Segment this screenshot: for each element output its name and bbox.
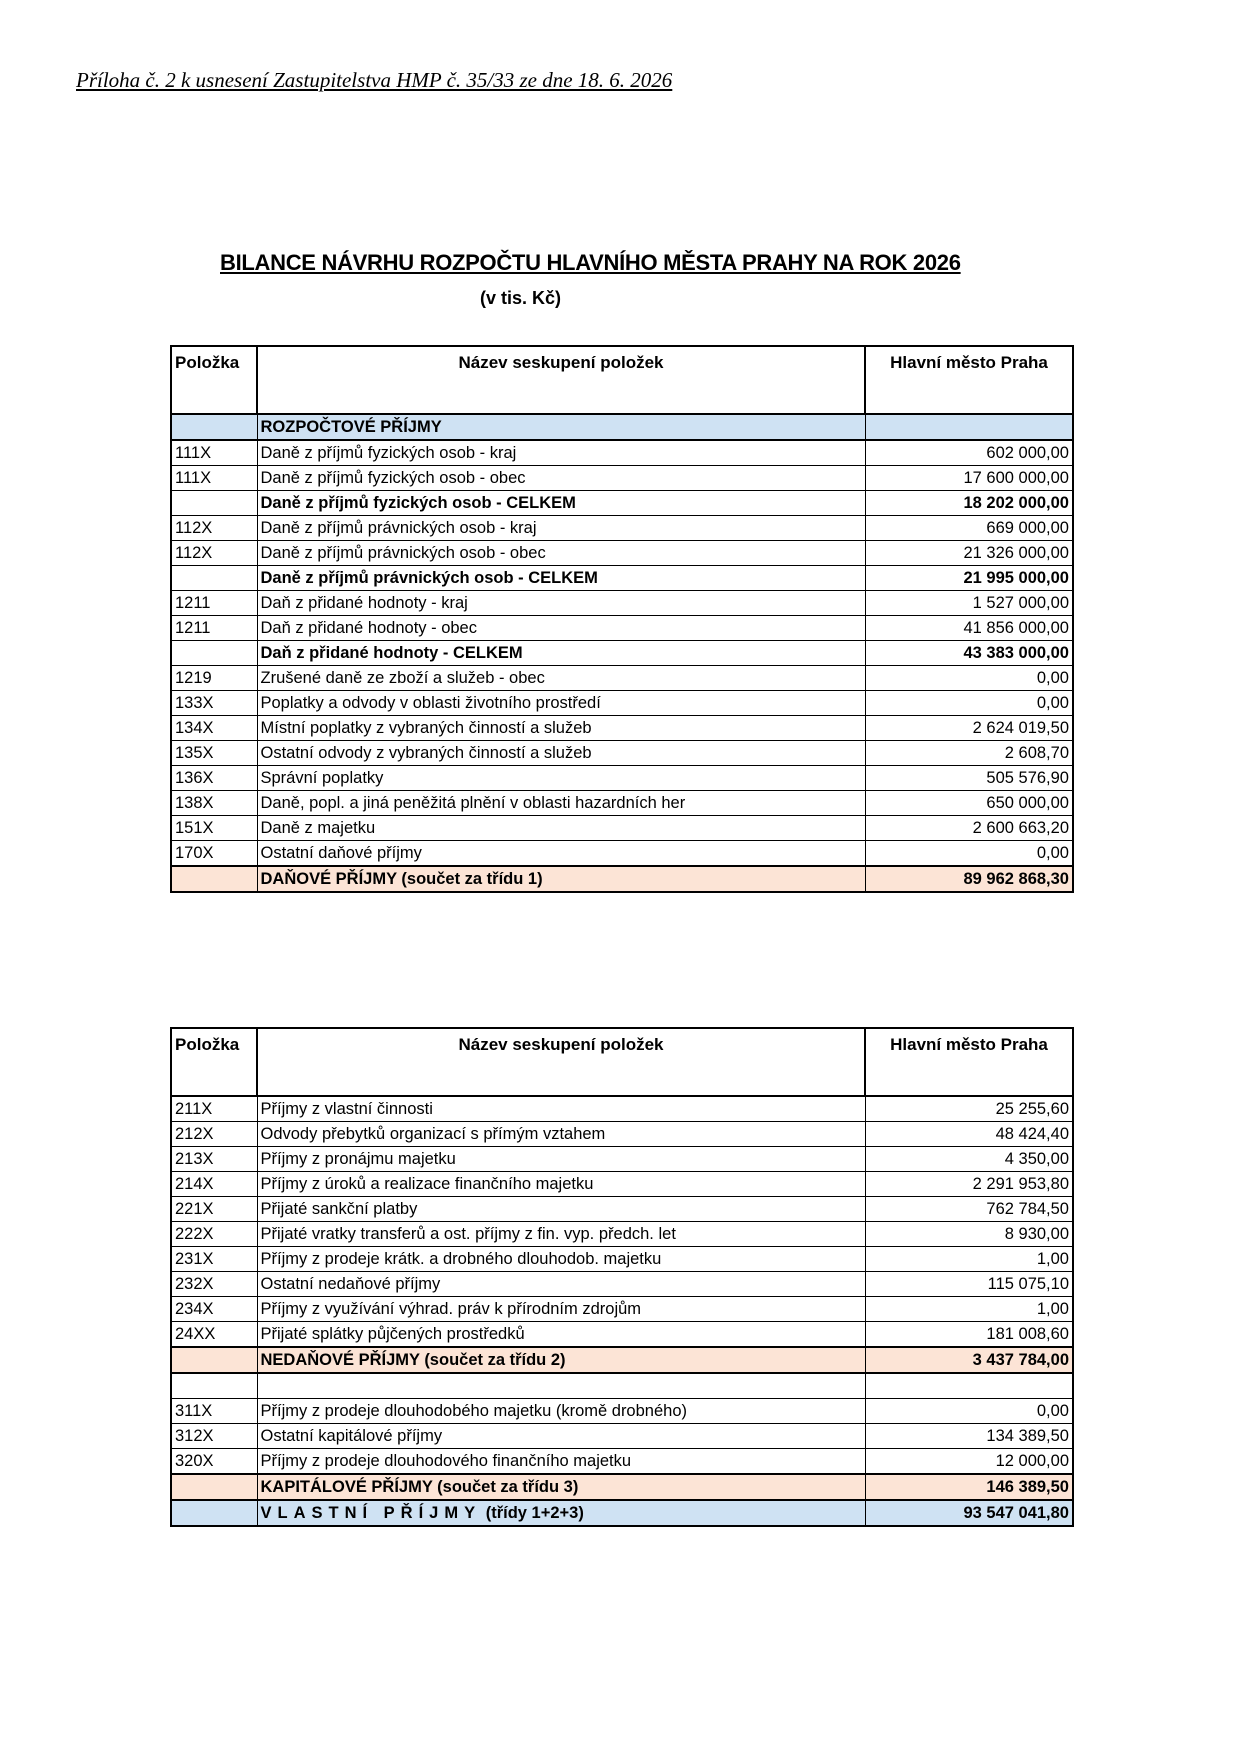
spacer-cell xyxy=(257,1373,865,1399)
row-code: 222X xyxy=(171,1222,257,1247)
total-code-cell xyxy=(171,1474,257,1500)
row-code: 134X xyxy=(171,716,257,741)
row-value: 134 389,50 xyxy=(865,1424,1073,1449)
row-value: 0,00 xyxy=(865,841,1073,867)
table-row xyxy=(171,566,1073,591)
section-row xyxy=(171,414,1073,440)
total-value: 89 962 868,30 xyxy=(865,866,1073,892)
capital-revenue-total-row xyxy=(171,1474,1073,1500)
row-value: 2 600 663,20 xyxy=(865,816,1073,841)
table-row xyxy=(171,616,1073,641)
table-row xyxy=(171,491,1073,516)
row-code: 311X xyxy=(171,1399,257,1424)
row-value: 505 576,90 xyxy=(865,766,1073,791)
row-code: 133X xyxy=(171,691,257,716)
spacer-row xyxy=(171,1373,1073,1399)
row-name: Přijaté vratky transferů a ost. příjmy z fin. vyp. předch. let xyxy=(257,1222,865,1247)
row-name: Daně z příjmů fyzických osob - kraj xyxy=(257,440,865,466)
row-code: 212X xyxy=(171,1122,257,1147)
row-value: 2 608,70 xyxy=(865,741,1073,766)
section-label: ROZPOČTOVÉ PŘÍJMY xyxy=(257,414,865,440)
table-row xyxy=(171,816,1073,841)
row-value: 2 624 019,50 xyxy=(865,716,1073,741)
row-value: 0,00 xyxy=(865,691,1073,716)
row-value: 602 000,00 xyxy=(865,440,1073,466)
row-name: Poplatky a odvody v oblasti životního prostředí xyxy=(257,691,865,716)
column-header-name: Název seskupení položek xyxy=(257,1028,865,1096)
row-code: 320X xyxy=(171,1449,257,1475)
row-name: Ostatní daňové příjmy xyxy=(257,841,865,867)
row-name: Příjmy z prodeje krátk. a drobného dlouhodob. majetku xyxy=(257,1247,865,1272)
row-code: 170X xyxy=(171,841,257,867)
row-name: Daně z majetku xyxy=(257,816,865,841)
total-code-cell xyxy=(171,1500,257,1526)
spacer-cell xyxy=(865,1373,1073,1399)
column-header-code: Položka xyxy=(171,346,257,414)
row-value: 12 000,00 xyxy=(865,1449,1073,1475)
table-row xyxy=(171,766,1073,791)
table-row xyxy=(171,1172,1073,1197)
row-code: 221X xyxy=(171,1197,257,1222)
total-code-cell xyxy=(171,1347,257,1373)
page-title: BILANCE NÁVRHU ROZPOČTU HLAVNÍHO MĚSTA PRAHY NA ROK 2026 xyxy=(220,250,961,275)
table-row xyxy=(171,841,1073,867)
row-name: Přijaté sankční platby xyxy=(257,1197,865,1222)
row-code: 1219 xyxy=(171,666,257,691)
row-value: 18 202 000,00 xyxy=(865,491,1073,516)
row-code: 232X xyxy=(171,1272,257,1297)
row-value: 2 291 953,80 xyxy=(865,1172,1073,1197)
row-value: 669 000,00 xyxy=(865,516,1073,541)
row-code: 214X xyxy=(171,1172,257,1197)
row-name: Příjmy z úroků a realizace finančního majetku xyxy=(257,1172,865,1197)
column-header-name: Název seskupení položek xyxy=(257,346,865,414)
table-row xyxy=(171,1297,1073,1322)
row-value: 25 255,60 xyxy=(865,1096,1073,1122)
row-code: 234X xyxy=(171,1297,257,1322)
row-value: 0,00 xyxy=(865,666,1073,691)
row-value: 1,00 xyxy=(865,1297,1073,1322)
row-name: Daň z přidané hodnoty - obec xyxy=(257,616,865,641)
table-row xyxy=(171,641,1073,666)
page-subtitle: (v tis. Kč) xyxy=(480,288,562,308)
total-value: 3 437 784,00 xyxy=(865,1347,1073,1373)
row-code: 111X xyxy=(171,466,257,491)
row-value: 1 527 000,00 xyxy=(865,591,1073,616)
header-note: Příloha č. 2 k usnesení Zastupitelstva HMP č. 35/33 ze dne 18. 6. 2026 xyxy=(76,68,673,92)
row-code: 112X xyxy=(171,516,257,541)
row-value: 43 383 000,00 xyxy=(865,641,1073,666)
row-value: 0,00 xyxy=(865,1399,1073,1424)
row-value: 762 784,50 xyxy=(865,1197,1073,1222)
tax-revenue-total-row xyxy=(171,866,1073,892)
row-code: 136X xyxy=(171,766,257,791)
row-name: Daň z přidané hodnoty - kraj xyxy=(257,591,865,616)
row-value: 181 008,60 xyxy=(865,1322,1073,1348)
section-code-cell xyxy=(171,414,257,440)
table-row xyxy=(171,1424,1073,1449)
row-value: 650 000,00 xyxy=(865,791,1073,816)
row-code: 1211 xyxy=(171,591,257,616)
row-value: 41 856 000,00 xyxy=(865,616,1073,641)
row-name: Místní poplatky z vybraných činností a služeb xyxy=(257,716,865,741)
row-name: Daně z příjmů právnických osob - kraj xyxy=(257,516,865,541)
table-row xyxy=(171,1272,1073,1297)
table-row xyxy=(171,666,1073,691)
total-label: KAPITÁLOVÉ PŘÍJMY (součet za třídu 3) xyxy=(257,1474,865,1500)
row-value: 1,00 xyxy=(865,1247,1073,1272)
total-value: 93 547 041,80 xyxy=(865,1500,1073,1526)
row-code: 1211 xyxy=(171,616,257,641)
row-value: 4 350,00 xyxy=(865,1147,1073,1172)
row-name: Daně, popl. a jiná peněžitá plnění v oblasti hazardních her xyxy=(257,791,865,816)
row-code: 231X xyxy=(171,1247,257,1272)
table-header-row xyxy=(171,1028,1073,1096)
table-row xyxy=(171,440,1073,466)
row-code: 112X xyxy=(171,541,257,566)
row-name: Daně z příjmů fyzických osob - CELKEM xyxy=(257,491,865,516)
row-name: Ostatní odvody z vybraných činností a služeb xyxy=(257,741,865,766)
table-row xyxy=(171,1147,1073,1172)
row-name: Daně z příjmů právnických osob - CELKEM xyxy=(257,566,865,591)
row-code: 312X xyxy=(171,1424,257,1449)
table-row xyxy=(171,1122,1073,1147)
row-code: 111X xyxy=(171,440,257,466)
row-name: Příjmy z vlastní činnosti xyxy=(257,1096,865,1122)
table-row xyxy=(171,1449,1073,1475)
row-value: 115 075,10 xyxy=(865,1272,1073,1297)
table-row xyxy=(171,591,1073,616)
table-row xyxy=(171,691,1073,716)
table-row xyxy=(171,716,1073,741)
row-value: 21 995 000,00 xyxy=(865,566,1073,591)
table-row xyxy=(171,791,1073,816)
row-code: 138X xyxy=(171,791,257,816)
spacer-cell xyxy=(171,1373,257,1399)
row-code: 135X xyxy=(171,741,257,766)
row-name: Ostatní nedaňové příjmy xyxy=(257,1272,865,1297)
row-name: Ostatní kapitálové příjmy xyxy=(257,1424,865,1449)
row-code xyxy=(171,641,257,666)
row-code: 151X xyxy=(171,816,257,841)
row-code: 211X xyxy=(171,1096,257,1122)
nontax-revenue-total-row xyxy=(171,1347,1073,1373)
total-label: DAŇOVÉ PŘÍJMY (součet za třídu 1) xyxy=(257,866,865,892)
total-value: 146 389,50 xyxy=(865,1474,1073,1500)
section-value-cell xyxy=(865,414,1073,440)
row-code: 24XX xyxy=(171,1322,257,1348)
column-header-value: Hlavní město Praha xyxy=(865,346,1073,414)
row-name: Zrušené daně ze zboží a služeb - obec xyxy=(257,666,865,691)
row-name: Daň z přidané hodnoty - CELKEM xyxy=(257,641,865,666)
table-row xyxy=(171,1096,1073,1122)
total-code-cell xyxy=(171,866,257,892)
row-value: 17 600 000,00 xyxy=(865,466,1073,491)
row-name: Příjmy z prodeje dlouhodobého majetku (kromě drobného) xyxy=(257,1399,865,1424)
row-value: 48 424,40 xyxy=(865,1122,1073,1147)
column-header-value: Hlavní město Praha xyxy=(865,1028,1073,1096)
table-row xyxy=(171,516,1073,541)
total-label: NEDAŇOVÉ PŘÍJMY (součet za třídu 2) xyxy=(257,1347,865,1373)
table-header-row xyxy=(171,346,1073,414)
row-name: Přijaté splátky půjčených prostředků xyxy=(257,1322,865,1348)
table-row xyxy=(171,1222,1073,1247)
total-label xyxy=(257,1500,865,1526)
row-name: Příjmy z využívání výhrad. práv k přírodním zdrojům xyxy=(257,1297,865,1322)
row-code xyxy=(171,491,257,516)
row-code: 213X xyxy=(171,1147,257,1172)
row-name: Daně z příjmů právnických osob - obec xyxy=(257,541,865,566)
row-value: 8 930,00 xyxy=(865,1222,1073,1247)
table-row xyxy=(171,741,1073,766)
table-row xyxy=(171,541,1073,566)
row-name: Příjmy z pronájmu majetku xyxy=(257,1147,865,1172)
own-revenue-label: VLASTNÍ PŘÍJMY xyxy=(260,1504,482,1522)
table-row xyxy=(171,1322,1073,1348)
own-revenue-total-row xyxy=(171,1500,1073,1526)
column-header-code: Položka xyxy=(171,1028,257,1096)
table-row xyxy=(171,466,1073,491)
row-value: 21 326 000,00 xyxy=(865,541,1073,566)
row-name: Odvody přebytků organizací s přímým vztahem xyxy=(257,1122,865,1147)
tax-revenue-table xyxy=(170,345,1074,893)
table-row xyxy=(171,1399,1073,1424)
table-row xyxy=(171,1247,1073,1272)
table-row xyxy=(171,1197,1073,1222)
nontax-capital-revenue-table xyxy=(170,1027,1074,1527)
row-name: Daně z příjmů fyzických osob - obec xyxy=(257,466,865,491)
row-name: Příjmy z prodeje dlouhodového finančního majetku xyxy=(257,1449,865,1475)
own-revenue-label-tail: (třídy 1+2+3) xyxy=(485,1504,584,1522)
row-code xyxy=(171,566,257,591)
row-name: Správní poplatky xyxy=(257,766,865,791)
